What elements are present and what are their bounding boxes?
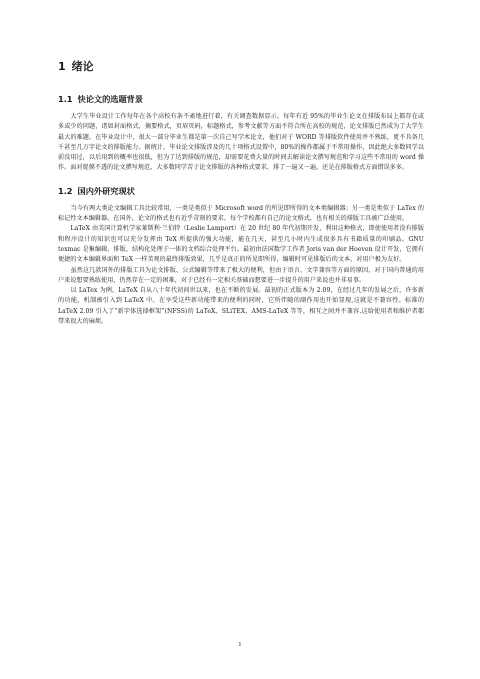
paragraph: 以 LaTex 为例，LaTeX 自从八十年代初问世以来，也在不断的发展。最初的正式版本为 2.09，在经过几年的发展之后，许多新的功能，机制被引入到 LaTeX 中。在享受这些新功能带来的便利的同时，它所伴随的副作用也开始显现,这就是不兼容性。标准的 LaTeX 2.09 引入了“新字体选择框架”(NFSS)的 LaTeX、SLiTEX，AMS-LaTeX 等等，相互之间并不兼容.这给使用者和维护者都带来很大的麻烦。 xyxy=(58,287,424,326)
section-heading-background xyxy=(58,94,424,105)
page-content xyxy=(58,60,424,327)
paragraph: 当今有两大类论文编辑工具比较常用，一类是类似于 Microsoft word 的所见即所得的文本类编辑器；另一类是类似于 LaTex 的标记性文本编辑器。在国外，论文的格式也有近乎苛刻的要求，每个学校都有自己的论文格式，也有相关的排版工具被广泛使用。 xyxy=(58,204,424,223)
paragraph: LaTeX 由美国计算机学家莱斯利·兰伯特（Leslie Lamport）在 20 世纪 80 年代初期开发，利用这种格式，即使使用者没有排版和程序设计的知识也可以充分发挥由 TeX 所提供的强大功能，能在几天，甚至几小时内生成很多具有书籍质量的印刷品。GNU texmac 是集编辑、排版、结构化处理于一体的文档综合处理平台。最初由法国数学工作者 Joris van der Hoeven 设计开发，它拥有便捷的文本编辑界面和 TeX 一样美观的最终排版效果，几乎是真正的所见即所得，编辑时可见排版后的文本，对用户极为友好。 xyxy=(58,225,424,264)
section-number: 1.1 xyxy=(58,94,73,104)
page-number: 1 xyxy=(238,642,242,648)
section-number: 1.2 xyxy=(58,185,73,196)
section-title: 国内外研究现状 xyxy=(77,185,135,196)
section-spacer xyxy=(58,174,424,186)
section-heading-research-status xyxy=(58,186,424,197)
paragraph: 虽然这几款国外的排版工具为论文排版、公式编辑等带来了极大的便利，但由于语言、文字兼容等方面的原因，对于国内普通的用户来说想要熟练使用，仍然存在一定的困难，对于已经有一定相关基础而想要进一步提升的用户来说也并非易事。 xyxy=(58,266,424,284)
paragraph: 大学生毕业设计工作每年在各个高校有条不紊地进行着，有关调查数据显示，每年有近 95%的毕业生论文在排版布局上都存在或多或少的问题，诸如封面格式，摘要格式，页眉页码，标题格式，参考文献等方面不符合所在高校的规范，论文排版已然成为了大学生最大的难题。在毕业设计中，很大一部分毕业生都是第一次自己写学术论文，他们对于 WORD 等排版软件使用并不熟练，更不具备几千甚至几万字论文的排版能力。据统计，毕业论文排版涉及的几十项格式设置中，80%的操作都属于不常用操作，因此绝大多数同学以前没用过，以后用到的概率也很低，但为了达到排版的规范，却需要花费大量的时间去解读论文撰写规范和学习这些不常用的 word 操作。面对捉摸不透的论文撰写规范，大多数同学苦于论文排版的各种格式要求，排了一遍又一遍，还是在排版格式方面错误多多。 xyxy=(58,113,424,172)
chapter-heading xyxy=(58,60,424,74)
chapter-title: 绪论 xyxy=(71,60,94,73)
chapter-number: 1 xyxy=(58,60,66,73)
section-title: 快论文的选题背景 xyxy=(77,94,144,104)
